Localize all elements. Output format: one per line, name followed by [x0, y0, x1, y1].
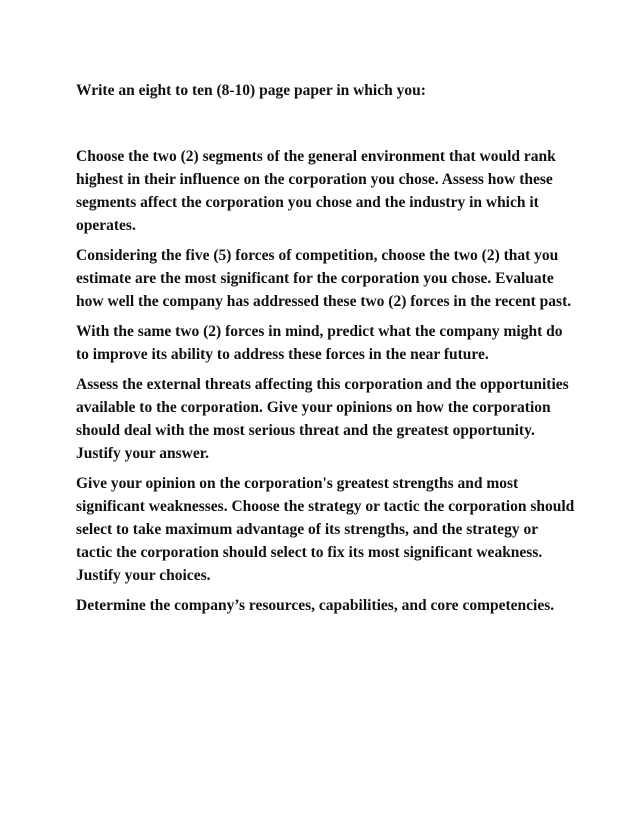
paragraph-resources-capabilities: Determine the company’s resources, capabilities, and core competencies.: [76, 597, 555, 614]
paragraph-threats-opportunities: Assess the external threats affecting this corporation and the opportunities available to the corporation. Give your opinions on how the corporation should deal with the most serious threat and the greatest opportunity. Justify your answer.: [76, 376, 569, 462]
paragraph-five-forces: Considering the five (5) forces of competition, choose the two (2) that you estimate are the most significant for the corporation you chose. Evaluate how well the company has addressed these two (2) forces in the recent past.: [76, 247, 572, 310]
document-body: [76, 79, 576, 624]
intro-line: Write an eight to ten (8-10) page paper in which you:: [76, 82, 426, 99]
paragraph-strengths-weaknesses: Give your opinion on the corporation's greatest strengths and most significant weaknesses. Choose the strategy or tactic the corporation should select to take maximum advantage of its strengths, and the strategy or tactic the corporation should select to fix its most significant weakness. Justify your choices.: [76, 475, 575, 584]
paragraph-general-environment: Choose the two (2) segments of the general environment that would rank highest in their influence on the corporation you chose. Assess how these segments affect the corporation you chose and the industry in which it operates.: [76, 148, 556, 234]
paragraph-predict-improvement: With the same two (2) forces in mind, predict what the company might do to improve its ability to address these forces in the near future.: [76, 323, 563, 363]
